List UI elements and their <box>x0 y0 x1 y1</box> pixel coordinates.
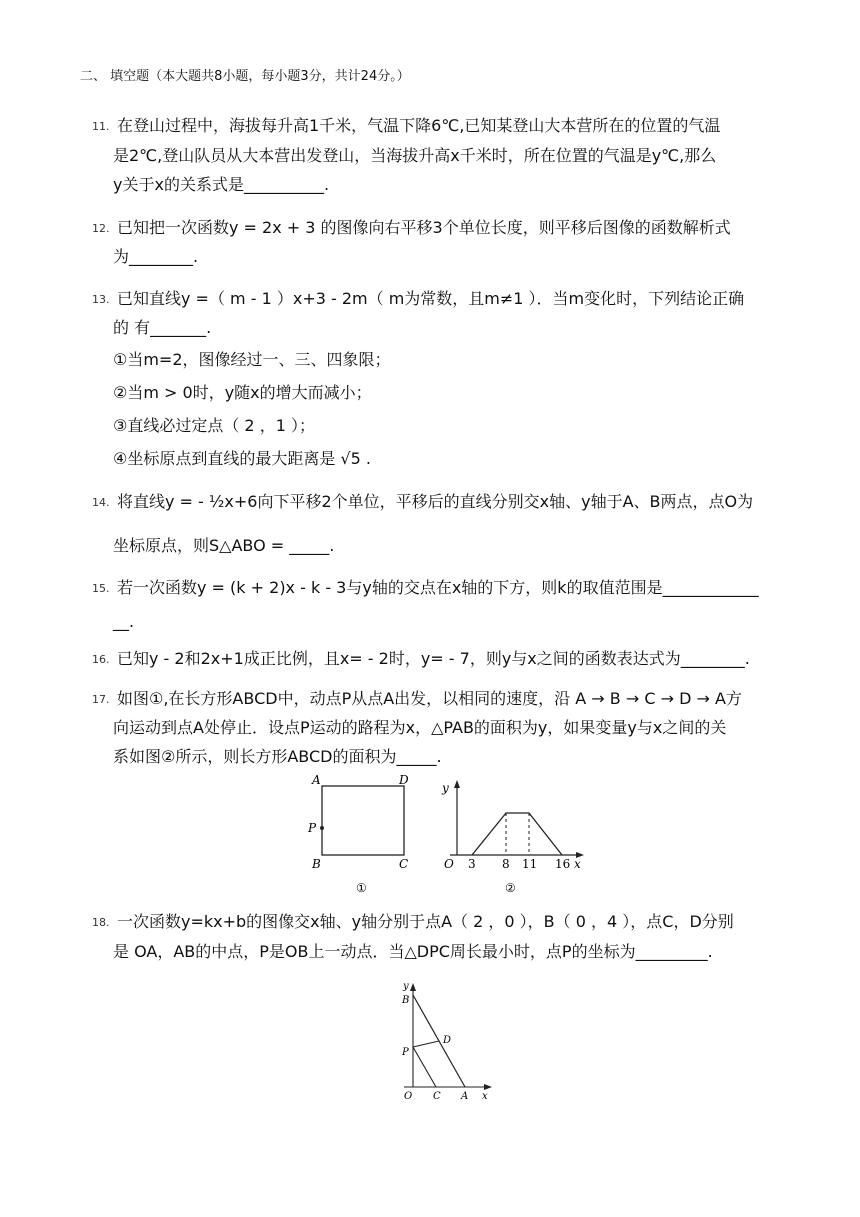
label-y: y <box>403 981 409 992</box>
graph-tick-16: 16 <box>555 857 571 871</box>
section-header: 二、 填空题（本大题共8小题，每小题3分，共计24分。） <box>80 69 410 84</box>
figure-18 <box>390 975 500 1105</box>
caption-2: ② <box>505 881 516 895</box>
line-pd <box>413 1041 439 1047</box>
question-line: 在登山过程中，海拔每升高1千米，气温下降6℃,已知某登山大本营所在的位置的气温 <box>117 116 721 135</box>
question-number: 16. <box>92 653 110 666</box>
question-line: __. <box>113 612 135 631</box>
question-line: 是2℃,登山队员从大本营出发登山，当海拔升高x千米时，所在位置的气温是y℃,那么 <box>113 146 717 165</box>
graph-tick-11: 11 <box>522 857 538 871</box>
question-number: 18. <box>92 916 110 929</box>
caption-1: ① <box>356 881 367 895</box>
label-d: D <box>443 1035 452 1046</box>
question-line: ②当m > 0时，y随x的增大而减小； <box>113 383 372 402</box>
question-line: 是 OA，AB的中点，P是OB上一动点．当△DPC周长最小时，点P的坐标为_________. <box>113 942 713 961</box>
question-number: 12. <box>92 222 110 235</box>
label-p: P <box>402 1047 409 1058</box>
label-a: A <box>461 1091 469 1102</box>
rectangle-abcd <box>322 786 404 855</box>
label-b: B <box>312 857 321 871</box>
label-b: B <box>402 995 410 1006</box>
label-a: A <box>312 773 321 787</box>
question-number: 13. <box>92 293 110 306</box>
question-line: 如图①,在长方形ABCD中，动点P从点A出发，以相同的速度，沿 A → B → C → D → A方 <box>117 689 742 708</box>
label-d: D <box>399 773 409 787</box>
question-number: 17. <box>92 693 110 706</box>
question-line: 系如图②所示，则长方形ABCD的面积为_____. <box>113 747 442 766</box>
question-line: 将直线y = - ½x+6向下平移2个单位，平移后的直线分别交x轴、y轴于A、B两点，点O为 <box>117 492 754 511</box>
question-line: 坐标原点，则S△ABO = _____. <box>113 536 335 555</box>
question-line: 向运动到点A处停止．设点P运动的路程为x，△PAB的面积为y，如果变量y与x之间的关 <box>113 718 727 737</box>
question-number: 11. <box>92 120 110 133</box>
line-pc <box>413 1047 436 1087</box>
graph-label-y: y <box>442 781 449 795</box>
question-line: 已知把一次函数y = 2x + 3 的图像向右平移3个单位长度，则平移后图像的函数解析式 <box>117 218 731 237</box>
graph-label-o: O <box>444 857 454 871</box>
figure-17 <box>300 770 600 898</box>
question-line: 为________. <box>113 247 199 266</box>
question-line: ①当m=2，图像经过一、三、四象限； <box>113 350 391 369</box>
graph-tick-8: 8 <box>502 857 510 871</box>
question-line: 已知直线y =（ m - 1 ）x+3 - 2m（ m为常数，且m≠1 ）．当m变化时，下列结论正确 <box>117 289 745 308</box>
question-number: 14. <box>92 496 110 509</box>
question-line: 的 有_______. <box>113 318 212 337</box>
label-c: C <box>433 1091 441 1102</box>
label-p: P <box>308 821 317 835</box>
graph-tick-3: 3 <box>468 857 476 871</box>
label-o: O <box>404 1091 413 1102</box>
graph-trapezoid <box>472 813 562 855</box>
graph-y-arrow <box>454 780 460 788</box>
question-number: 15. <box>92 582 110 595</box>
graph-label-x: x <box>574 857 581 871</box>
question-line: ③直线必过定点（ 2 ，1 ）； <box>113 416 315 435</box>
y-axis-arrow <box>410 983 416 991</box>
point-p <box>320 826 324 830</box>
x-axis-arrow <box>484 1084 492 1090</box>
label-x: x <box>482 1091 488 1102</box>
question-line: 一次函数y=kx+b的图像交x轴、y轴分别于点A（ 2 ，0 ），B（ 0 ，4 ），点C，D分别 <box>117 912 734 931</box>
question-line: ④坐标原点到直线的最大距离是 √5 . <box>113 449 371 468</box>
question-line: 若一次函数y = (k + 2)x - k - 3与y轴的交点在x轴的下方，则k的取值范围是____________ <box>117 578 759 597</box>
question-line: 已知y - 2和2x+1成正比例，且x= - 2时，y= - 7，则y与x之间的函数表达式为________. <box>117 649 750 668</box>
label-c: C <box>399 857 409 871</box>
question-line: y关于x的关系式是__________. <box>113 175 330 194</box>
